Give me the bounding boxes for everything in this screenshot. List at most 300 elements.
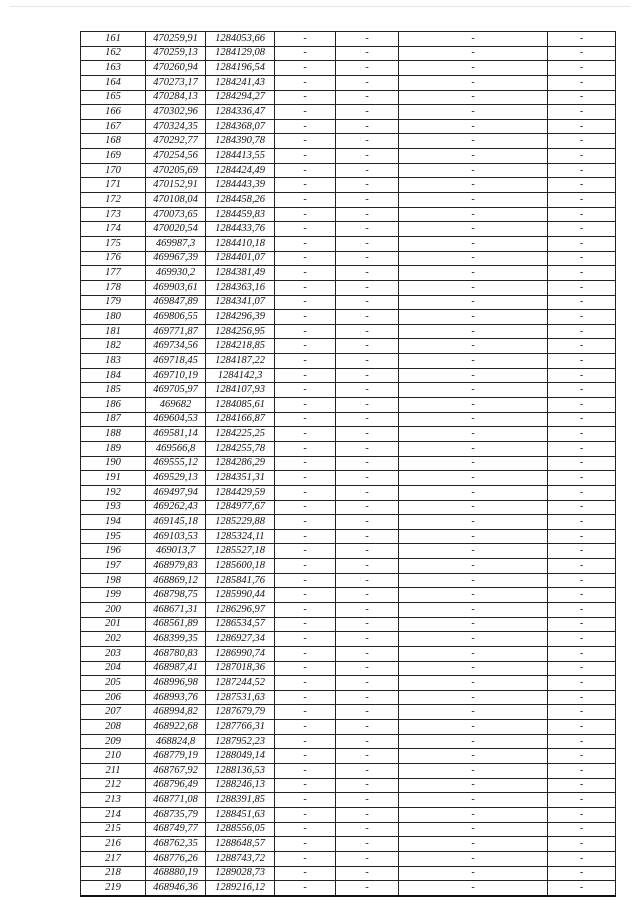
cell-point-number: 205 xyxy=(81,676,146,691)
cell-col-4: - xyxy=(275,339,336,354)
cell-col-6: - xyxy=(399,822,548,837)
cell-col-7: - xyxy=(548,354,616,369)
cell-col-4: - xyxy=(275,441,336,456)
cell-col-6: - xyxy=(399,544,548,559)
cell-x-coordinate: 468399,35 xyxy=(146,632,206,647)
cell-col-5: - xyxy=(336,690,399,705)
cell-col-4: - xyxy=(275,412,336,427)
cell-point-number: 170 xyxy=(81,163,146,178)
cell-col-6: - xyxy=(399,588,548,603)
cell-col-4: - xyxy=(275,485,336,500)
cell-col-6: - xyxy=(399,837,548,852)
table-row xyxy=(81,764,616,779)
cell-x-coordinate: 470073,65 xyxy=(146,207,206,222)
cell-col-4: - xyxy=(275,661,336,676)
cell-col-5: - xyxy=(336,295,399,310)
cell-col-6: - xyxy=(399,412,548,427)
cell-col-4: - xyxy=(275,251,336,266)
cell-x-coordinate: 469705,97 xyxy=(146,383,206,398)
table-row xyxy=(81,134,616,149)
table-row xyxy=(81,427,616,442)
cell-col-4: - xyxy=(275,837,336,852)
cell-y-coordinate: 1285324,11 xyxy=(206,529,275,544)
cell-col-4: - xyxy=(275,778,336,793)
cell-col-7: - xyxy=(548,632,616,647)
cell-x-coordinate: 468762,35 xyxy=(146,837,206,852)
cell-col-6: - xyxy=(399,676,548,691)
cell-point-number: 185 xyxy=(81,383,146,398)
cell-x-coordinate: 468979,83 xyxy=(146,559,206,574)
cell-col-6: - xyxy=(399,485,548,500)
cell-col-6: - xyxy=(399,368,548,383)
table-row xyxy=(81,368,616,383)
cell-col-5: - xyxy=(336,676,399,691)
table-row xyxy=(81,75,616,90)
table-row xyxy=(81,266,616,281)
table-row xyxy=(81,807,616,822)
cell-col-7: - xyxy=(548,573,616,588)
cell-x-coordinate: 468869,12 xyxy=(146,573,206,588)
cell-col-7: - xyxy=(548,339,616,354)
cell-col-6: - xyxy=(399,32,548,47)
cell-col-4: - xyxy=(275,149,336,164)
cell-col-5: - xyxy=(336,720,399,735)
cell-point-number: 201 xyxy=(81,617,146,632)
cell-col-5: - xyxy=(336,646,399,661)
cell-point-number: 164 xyxy=(81,75,146,90)
cell-col-7: - xyxy=(548,807,616,822)
cell-y-coordinate: 1288451,63 xyxy=(206,807,275,822)
cell-y-coordinate: 1288556,05 xyxy=(206,822,275,837)
cell-point-number: 174 xyxy=(81,222,146,237)
cell-col-5: - xyxy=(336,617,399,632)
cell-point-number: 169 xyxy=(81,149,146,164)
cell-point-number: 178 xyxy=(81,280,146,295)
table-body xyxy=(81,32,616,896)
cell-col-7: - xyxy=(548,32,616,47)
cell-col-4: - xyxy=(275,500,336,515)
cell-point-number: 173 xyxy=(81,207,146,222)
cell-y-coordinate: 1288743,72 xyxy=(206,851,275,866)
cell-col-4: - xyxy=(275,764,336,779)
cell-y-coordinate: 1284413,55 xyxy=(206,149,275,164)
cell-x-coordinate: 469555,12 xyxy=(146,456,206,471)
table-row xyxy=(81,559,616,574)
table-row xyxy=(81,90,616,105)
cell-col-5: - xyxy=(336,734,399,749)
cell-point-number: 188 xyxy=(81,427,146,442)
cell-col-4: - xyxy=(275,851,336,866)
cell-col-5: - xyxy=(336,266,399,281)
cell-point-number: 161 xyxy=(81,32,146,47)
cell-point-number: 179 xyxy=(81,295,146,310)
cell-col-7: - xyxy=(548,105,616,120)
cell-point-number: 192 xyxy=(81,485,146,500)
cell-col-5: - xyxy=(336,193,399,208)
cell-y-coordinate: 1284142,3 xyxy=(206,368,275,383)
cell-col-5: - xyxy=(336,632,399,647)
table-row xyxy=(81,676,616,691)
cell-col-6: - xyxy=(399,354,548,369)
cell-x-coordinate: 468798,75 xyxy=(146,588,206,603)
cell-col-4: - xyxy=(275,559,336,574)
table-row xyxy=(81,222,616,237)
cell-col-5: - xyxy=(336,75,399,90)
cell-x-coordinate: 470260,94 xyxy=(146,61,206,76)
cell-x-coordinate: 470259,13 xyxy=(146,46,206,61)
cell-col-7: - xyxy=(548,368,616,383)
cell-point-number: 210 xyxy=(81,749,146,764)
cell-col-7: - xyxy=(548,75,616,90)
cell-col-6: - xyxy=(399,690,548,705)
cell-col-5: - xyxy=(336,324,399,339)
cell-y-coordinate: 1285229,88 xyxy=(206,515,275,530)
cell-col-5: - xyxy=(336,46,399,61)
cell-x-coordinate: 469967,39 xyxy=(146,251,206,266)
cell-col-7: - xyxy=(548,61,616,76)
cell-y-coordinate: 1284241,43 xyxy=(206,75,275,90)
table-row xyxy=(81,163,616,178)
cell-col-7: - xyxy=(548,295,616,310)
cell-y-coordinate: 1284294,27 xyxy=(206,90,275,105)
cell-y-coordinate: 1284459,83 xyxy=(206,207,275,222)
cell-x-coordinate: 470324,35 xyxy=(146,119,206,134)
cell-col-5: - xyxy=(336,515,399,530)
cell-col-5: - xyxy=(336,822,399,837)
cell-col-6: - xyxy=(399,529,548,544)
cell-col-6: - xyxy=(399,427,548,442)
cell-point-number: 189 xyxy=(81,441,146,456)
cell-x-coordinate: 468880,19 xyxy=(146,866,206,881)
cell-col-7: - xyxy=(548,324,616,339)
cell-point-number: 195 xyxy=(81,529,146,544)
cell-col-5: - xyxy=(336,441,399,456)
cell-x-coordinate: 468749,77 xyxy=(146,822,206,837)
cell-y-coordinate: 1288246,13 xyxy=(206,778,275,793)
table-row xyxy=(81,236,616,251)
cell-point-number: 191 xyxy=(81,471,146,486)
cell-y-coordinate: 1284225,25 xyxy=(206,427,275,442)
cell-y-coordinate: 1284424,49 xyxy=(206,163,275,178)
table-row xyxy=(81,471,616,486)
cell-col-7: - xyxy=(548,163,616,178)
cell-x-coordinate: 468561,89 xyxy=(146,617,206,632)
cell-col-5: - xyxy=(336,310,399,325)
cell-col-7: - xyxy=(548,734,616,749)
cell-y-coordinate: 1284286,29 xyxy=(206,456,275,471)
cell-col-5: - xyxy=(336,32,399,47)
cell-col-5: - xyxy=(336,119,399,134)
cell-col-5: - xyxy=(336,602,399,617)
cell-col-6: - xyxy=(399,705,548,720)
cell-col-7: - xyxy=(548,46,616,61)
cell-col-7: - xyxy=(548,119,616,134)
cell-col-6: - xyxy=(399,280,548,295)
table-row xyxy=(81,441,616,456)
cell-col-7: - xyxy=(548,559,616,574)
cell-col-5: - xyxy=(336,500,399,515)
cell-col-7: - xyxy=(548,778,616,793)
cell-col-7: - xyxy=(548,207,616,222)
cell-col-6: - xyxy=(399,559,548,574)
cell-x-coordinate: 469734,56 xyxy=(146,339,206,354)
cell-col-4: - xyxy=(275,383,336,398)
cell-col-4: - xyxy=(275,105,336,120)
cell-col-6: - xyxy=(399,90,548,105)
table-row xyxy=(81,881,616,896)
cell-col-6: - xyxy=(399,764,548,779)
cell-col-6: - xyxy=(399,105,548,120)
table-row xyxy=(81,720,616,735)
cell-y-coordinate: 1287679,79 xyxy=(206,705,275,720)
table-row xyxy=(81,383,616,398)
table-row xyxy=(81,119,616,134)
cell-x-coordinate: 468780,83 xyxy=(146,646,206,661)
cell-point-number: 208 xyxy=(81,720,146,735)
table-row xyxy=(81,295,616,310)
table-row xyxy=(81,193,616,208)
cell-col-7: - xyxy=(548,749,616,764)
table-row xyxy=(81,822,616,837)
cell-point-number: 209 xyxy=(81,734,146,749)
cell-col-7: - xyxy=(548,646,616,661)
cell-point-number: 194 xyxy=(81,515,146,530)
cell-point-number: 198 xyxy=(81,573,146,588)
cell-col-6: - xyxy=(399,295,548,310)
cell-point-number: 215 xyxy=(81,822,146,837)
table-row xyxy=(81,749,616,764)
cell-point-number: 207 xyxy=(81,705,146,720)
cell-col-5: - xyxy=(336,881,399,896)
cell-col-4: - xyxy=(275,793,336,808)
table-row xyxy=(81,661,616,676)
cell-x-coordinate: 468996,98 xyxy=(146,676,206,691)
cell-col-4: - xyxy=(275,544,336,559)
cell-point-number: 167 xyxy=(81,119,146,134)
cell-col-5: - xyxy=(336,807,399,822)
cell-x-coordinate: 469847,89 xyxy=(146,295,206,310)
cell-col-6: - xyxy=(399,851,548,866)
cell-col-4: - xyxy=(275,324,336,339)
cell-y-coordinate: 1285527,18 xyxy=(206,544,275,559)
cell-y-coordinate: 1285841,76 xyxy=(206,573,275,588)
cell-col-7: - xyxy=(548,515,616,530)
cell-col-5: - xyxy=(336,837,399,852)
cell-col-6: - xyxy=(399,46,548,61)
table-row xyxy=(81,280,616,295)
cell-y-coordinate: 1286990,74 xyxy=(206,646,275,661)
cell-col-5: - xyxy=(336,866,399,881)
cell-x-coordinate: 468994,82 xyxy=(146,705,206,720)
cell-x-coordinate: 469718,45 xyxy=(146,354,206,369)
cell-col-6: - xyxy=(399,807,548,822)
cell-col-5: - xyxy=(336,222,399,237)
cell-col-6: - xyxy=(399,207,548,222)
cell-col-7: - xyxy=(548,544,616,559)
cell-y-coordinate: 1287531,63 xyxy=(206,690,275,705)
cell-col-6: - xyxy=(399,119,548,134)
cell-x-coordinate: 470205,69 xyxy=(146,163,206,178)
cell-y-coordinate: 1284390,78 xyxy=(206,134,275,149)
cell-col-7: - xyxy=(548,178,616,193)
cell-x-coordinate: 468993,76 xyxy=(146,690,206,705)
cell-y-coordinate: 1286927,34 xyxy=(206,632,275,647)
cell-col-5: - xyxy=(336,588,399,603)
cell-x-coordinate: 468767,92 xyxy=(146,764,206,779)
cell-point-number: 200 xyxy=(81,602,146,617)
cell-col-5: - xyxy=(336,207,399,222)
table-row xyxy=(81,398,616,413)
cell-x-coordinate: 469262,43 xyxy=(146,500,206,515)
cell-col-5: - xyxy=(336,398,399,413)
cell-y-coordinate: 1284107,93 xyxy=(206,383,275,398)
table-row xyxy=(81,178,616,193)
cell-point-number: 168 xyxy=(81,134,146,149)
cell-col-6: - xyxy=(399,646,548,661)
cell-col-5: - xyxy=(336,427,399,442)
cell-point-number: 184 xyxy=(81,368,146,383)
cell-col-4: - xyxy=(275,456,336,471)
cell-col-5: - xyxy=(336,778,399,793)
cell-point-number: 202 xyxy=(81,632,146,647)
cell-col-4: - xyxy=(275,75,336,90)
cell-y-coordinate: 1287018,36 xyxy=(206,661,275,676)
cell-col-7: - xyxy=(548,236,616,251)
cell-col-6: - xyxy=(399,881,548,896)
cell-col-4: - xyxy=(275,193,336,208)
cell-y-coordinate: 1284977,67 xyxy=(206,500,275,515)
cell-col-4: - xyxy=(275,881,336,896)
cell-col-6: - xyxy=(399,778,548,793)
table-row xyxy=(81,646,616,661)
table-row xyxy=(81,837,616,852)
cell-x-coordinate: 469987,3 xyxy=(146,236,206,251)
table-row xyxy=(81,632,616,647)
cell-col-7: - xyxy=(548,222,616,237)
cell-x-coordinate: 470020,54 xyxy=(146,222,206,237)
cell-col-7: - xyxy=(548,705,616,720)
cell-col-6: - xyxy=(399,251,548,266)
cell-y-coordinate: 1284401,07 xyxy=(206,251,275,266)
table-row xyxy=(81,851,616,866)
cell-x-coordinate: 468987,41 xyxy=(146,661,206,676)
cell-col-6: - xyxy=(399,236,548,251)
cell-point-number: 176 xyxy=(81,251,146,266)
cell-y-coordinate: 1284085,61 xyxy=(206,398,275,413)
cell-y-coordinate: 1284341,07 xyxy=(206,295,275,310)
cell-y-coordinate: 1284351,31 xyxy=(206,471,275,486)
table-row xyxy=(81,793,616,808)
cell-col-6: - xyxy=(399,500,548,515)
cell-x-coordinate: 468771,08 xyxy=(146,793,206,808)
cell-y-coordinate: 1284296,39 xyxy=(206,310,275,325)
cell-col-4: - xyxy=(275,749,336,764)
cell-y-coordinate: 1285990,44 xyxy=(206,588,275,603)
cell-point-number: 180 xyxy=(81,310,146,325)
table-row xyxy=(81,734,616,749)
cell-col-4: - xyxy=(275,163,336,178)
cell-x-coordinate: 469903,61 xyxy=(146,280,206,295)
cell-y-coordinate: 1284187,22 xyxy=(206,354,275,369)
cell-col-7: - xyxy=(548,149,616,164)
cell-point-number: 217 xyxy=(81,851,146,866)
table-row xyxy=(81,207,616,222)
table-row xyxy=(81,456,616,471)
cell-x-coordinate: 468796,49 xyxy=(146,778,206,793)
table-row xyxy=(81,705,616,720)
cell-col-7: - xyxy=(548,617,616,632)
cell-col-5: - xyxy=(336,163,399,178)
cell-col-5: - xyxy=(336,339,399,354)
cell-point-number: 213 xyxy=(81,793,146,808)
cell-x-coordinate: 469930,2 xyxy=(146,266,206,281)
cell-y-coordinate: 1284443,39 xyxy=(206,178,275,193)
cell-point-number: 183 xyxy=(81,354,146,369)
cell-col-7: - xyxy=(548,134,616,149)
cell-col-6: - xyxy=(399,515,548,530)
cell-x-coordinate: 470259,91 xyxy=(146,32,206,47)
cell-point-number: 190 xyxy=(81,456,146,471)
cell-x-coordinate: 470273,17 xyxy=(146,75,206,90)
table-row xyxy=(81,61,616,76)
cell-col-6: - xyxy=(399,134,548,149)
cell-x-coordinate: 469806,55 xyxy=(146,310,206,325)
cell-y-coordinate: 1284166,87 xyxy=(206,412,275,427)
cell-y-coordinate: 1288049,14 xyxy=(206,749,275,764)
cell-col-4: - xyxy=(275,602,336,617)
cell-col-4: - xyxy=(275,222,336,237)
cell-col-4: - xyxy=(275,646,336,661)
cell-col-4: - xyxy=(275,236,336,251)
cell-x-coordinate: 469013,7 xyxy=(146,544,206,559)
cell-x-coordinate: 469682 xyxy=(146,398,206,413)
cell-point-number: 163 xyxy=(81,61,146,76)
cell-col-4: - xyxy=(275,617,336,632)
cell-x-coordinate: 470108,04 xyxy=(146,193,206,208)
table-row xyxy=(81,690,616,705)
cell-x-coordinate: 470152,91 xyxy=(146,178,206,193)
cell-col-4: - xyxy=(275,515,336,530)
cell-col-4: - xyxy=(275,573,336,588)
cell-col-5: - xyxy=(336,851,399,866)
cell-col-4: - xyxy=(275,866,336,881)
cell-col-7: - xyxy=(548,471,616,486)
cell-col-6: - xyxy=(399,149,548,164)
cell-y-coordinate: 1287244,52 xyxy=(206,676,275,691)
table-row xyxy=(81,500,616,515)
cell-y-coordinate: 1288648,57 xyxy=(206,837,275,852)
cell-point-number: 162 xyxy=(81,46,146,61)
table-row xyxy=(81,412,616,427)
cell-point-number: 203 xyxy=(81,646,146,661)
cell-y-coordinate: 1288391,85 xyxy=(206,793,275,808)
cell-col-6: - xyxy=(399,75,548,90)
cell-col-5: - xyxy=(336,749,399,764)
cell-point-number: 166 xyxy=(81,105,146,120)
cell-col-6: - xyxy=(399,471,548,486)
cell-y-coordinate: 1284368,07 xyxy=(206,119,275,134)
cell-col-4: - xyxy=(275,427,336,442)
cell-col-7: - xyxy=(548,90,616,105)
cell-col-5: - xyxy=(336,134,399,149)
cell-col-6: - xyxy=(399,661,548,676)
cell-col-7: - xyxy=(548,500,616,515)
cell-col-6: - xyxy=(399,602,548,617)
cell-col-7: - xyxy=(548,690,616,705)
cell-col-5: - xyxy=(336,456,399,471)
cell-x-coordinate: 470284,13 xyxy=(146,90,206,105)
cell-col-6: - xyxy=(399,793,548,808)
